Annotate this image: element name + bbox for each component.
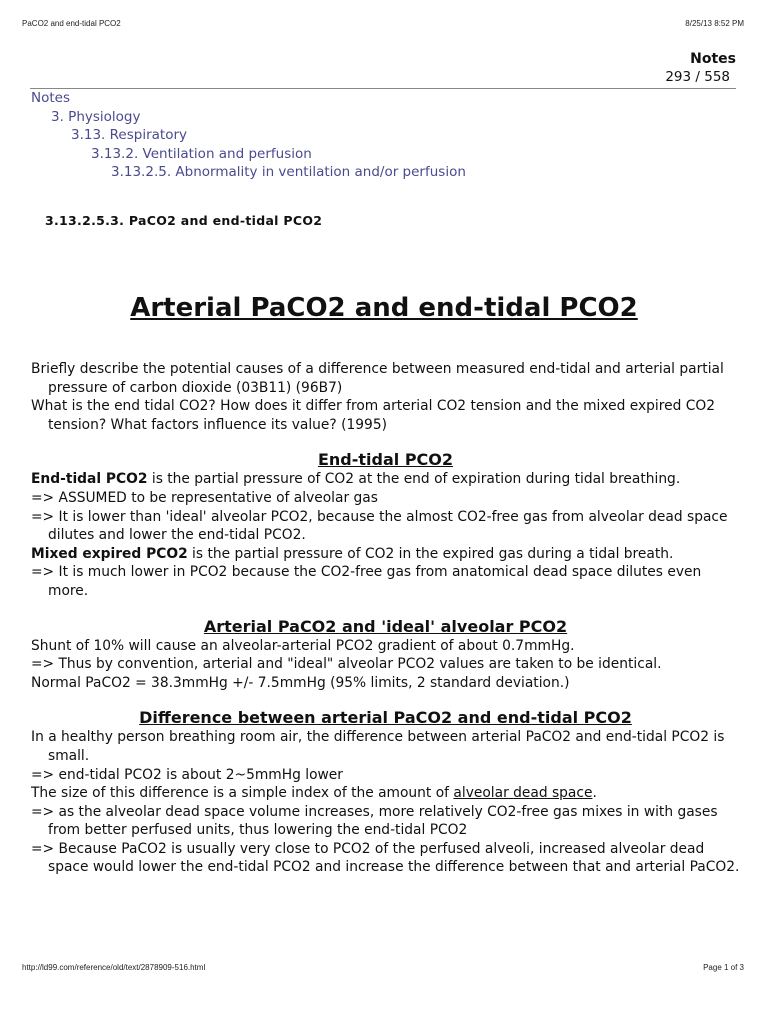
- arterial-ideal-line-3: Normal PaCO2 = 38.3mmHg +/- 7.5mmHg (95% limits, 2 standard deviation.): [31, 674, 570, 691]
- breadcrumb-notes[interactable]: Notes: [31, 90, 70, 106]
- arterial-ideal-line-2: => Thus by convention, arterial and "ideal" alveolar PCO2 values are taken to be identical.: [31, 656, 662, 673]
- print-footer: [22, 963, 744, 972]
- difference-paragraph-3: [31, 784, 740, 803]
- difference-paragraph-3-text: The size of this difference is a simple index of the amount of: [31, 785, 454, 802]
- print-footer-url: http://ld99.com/reference/old/text/2878909-516.html: [22, 963, 206, 972]
- question-2: What is the end tidal CO2? How does it differ from arterial CO2 tension and the mixed expired CO2 tension? What factors influence its value? (1995): [31, 398, 715, 433]
- end-tidal-term: End-tidal PCO2: [31, 471, 148, 488]
- mixed-expired-point: => It is much lower in PCO2 because the CO2-free gas from anatomical dead space dilutes even more.: [31, 564, 702, 599]
- print-footer-page: Page 1 of 3: [703, 963, 744, 972]
- difference-paragraph-3-end: .: [592, 785, 597, 802]
- notes-title: Notes: [690, 51, 736, 67]
- breadcrumb-abnormality[interactable]: 3.13.2.5. Abnormality in ventilation and/or perfusion: [111, 164, 466, 181]
- breadcrumb-ventilation-perfusion[interactable]: 3.13.2. Ventilation and perfusion: [91, 145, 312, 162]
- end-tidal-definition: [31, 470, 740, 489]
- mixed-expired-term: Mixed expired PCO2: [31, 545, 188, 562]
- difference-paragraph-2: => end-tidal PCO2 is about 2~5mmHg lower: [31, 766, 343, 783]
- print-header: [22, 19, 744, 28]
- alveolar-dead-space-link[interactable]: alveolar dead space: [453, 785, 593, 802]
- difference-paragraph-1: In a healthy person breathing room air, the difference between arterial PaCO2 and end-tidal PCO2 is small.: [31, 729, 725, 764]
- end-tidal-point-1: => ASSUMED to be representative of alveolar gas: [31, 489, 378, 506]
- print-header-datetime: 8/25/13 8:52 PM: [685, 19, 744, 28]
- mixed-expired-definition-text: is the partial pressure of CO2 in the expired gas during a tidal breath.: [187, 545, 674, 562]
- difference-paragraph-4: => as the alveolar dead space volume increases, more relatively CO2-free gas mixes in with gases from better perfused units, thus lowering the end-tidal PCO2: [31, 803, 718, 839]
- difference-paragraph-5: => Because PaCO2 is usually very close to PCO2 of the perfused alveoli, increased alveolar dead space would lower the end-tidal PCO2 and increase the difference between that and arterial PaCO2.: [31, 840, 740, 876]
- question-1: Briefly describe the potential causes of a difference between measured end-tidal and arterial partial pressure of carbon dioxide (03B11) (96B7): [31, 361, 724, 396]
- difference-heading: Difference between arterial PaCO2 and end-tidal PCO2: [139, 708, 632, 728]
- arterial-ideal-heading: Arterial PaCO2 and 'ideal' alveolar PCO2: [203, 616, 568, 636]
- article-body: [31, 360, 740, 877]
- breadcrumb-respiratory[interactable]: 3.13. Respiratory: [71, 127, 187, 144]
- page-title: Arterial PaCO2 and end-tidal PCO2: [130, 293, 638, 323]
- end-tidal-definition-text: is the partial pressure of CO2 at the end of expiration during tidal breathing.: [147, 471, 681, 488]
- mixed-expired-definition: [31, 545, 740, 564]
- breadcrumb: [31, 89, 466, 182]
- end-tidal-point-2: => It is lower than 'ideal' alveolar PCO2, because the almost CO2-free gas from alveolar dead space dilutes and lower the end-tidal PCO2.: [31, 508, 728, 544]
- end-tidal-heading: End-tidal PCO2: [317, 450, 454, 470]
- notes-box: [665, 51, 736, 85]
- print-header-title: PaCO2 and end-tidal PCO2: [22, 19, 121, 28]
- section-heading: 3.13.2.5.3. PaCO2 and end-tidal PCO2: [45, 213, 323, 228]
- notes-counter: 293 / 558: [665, 69, 730, 85]
- arterial-ideal-line-1: Shunt of 10% will cause an alveolar-arterial PCO2 gradient of about 0.7mmHg.: [31, 637, 575, 654]
- breadcrumb-physiology[interactable]: 3. Physiology: [51, 108, 141, 125]
